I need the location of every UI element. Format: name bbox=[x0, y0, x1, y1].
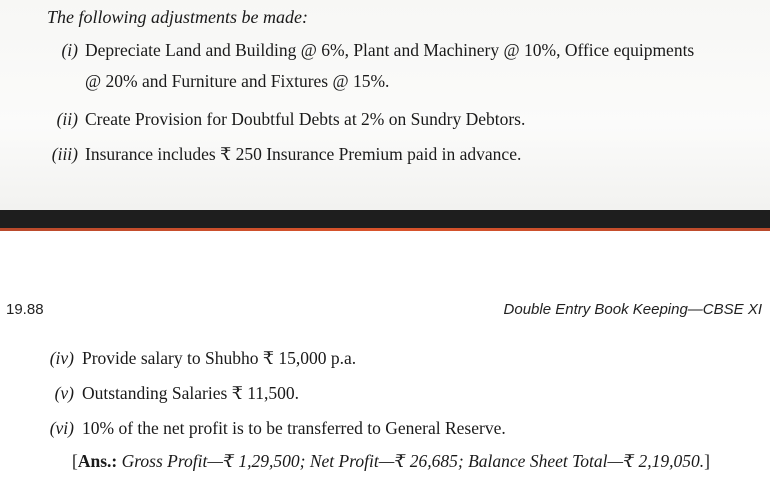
answer-open-bracket: [ bbox=[72, 451, 78, 471]
item-text: Create Provision for Doubtful Debts at 2% on Sundry Debtors. bbox=[85, 109, 526, 129]
item-number: (vi) bbox=[49, 418, 74, 438]
item-text-line1: Depreciate Land and Building @ 6%, Plant and Machinery @ 10%, Office equipments bbox=[85, 40, 695, 60]
answer-line bbox=[72, 451, 710, 472]
answer-close-bracket: ] bbox=[704, 451, 710, 471]
item-number: (ii) bbox=[56, 109, 78, 129]
item-text-line2: @ 20% and Furniture and Fixtures @ 15%. bbox=[85, 71, 390, 91]
page-number: 19.88 bbox=[6, 301, 44, 318]
answer-text: Gross Profit—₹ 1,29,500; Net Profit—₹ 26,685; Balance Sheet Total—₹ 2,19,050. bbox=[117, 451, 705, 471]
adjustments-intro: The following adjustments be made: bbox=[47, 7, 308, 27]
running-head: Double Entry Book Keeping—CBSE XI bbox=[503, 301, 762, 318]
adjustment-item-ii bbox=[0, 109, 770, 133]
item-number: (iii) bbox=[51, 144, 78, 164]
adjustment-item-iii bbox=[0, 144, 770, 168]
item-text: 10% of the net profit is to be transferred to General Reserve. bbox=[82, 418, 506, 438]
top-page-section bbox=[0, 0, 770, 210]
item-text: Provide salary to Shubho ₹ 15,000 p.a. bbox=[82, 348, 357, 368]
adjustment-item-iv bbox=[0, 348, 770, 372]
item-number: (i) bbox=[61, 40, 78, 60]
answer-label: Ans.: bbox=[77, 451, 118, 471]
adjustment-item-i bbox=[0, 40, 770, 100]
adjustment-item-vi bbox=[0, 418, 770, 442]
item-text: Insurance includes ₹ 250 Insurance Premium paid in advance. bbox=[85, 144, 522, 164]
page-gap-band bbox=[0, 210, 770, 230]
item-text: Outstanding Salaries ₹ 11,500. bbox=[82, 383, 300, 403]
item-number: (v) bbox=[54, 383, 74, 403]
item-number: (iv) bbox=[49, 348, 74, 368]
adjustment-item-v bbox=[0, 383, 770, 407]
